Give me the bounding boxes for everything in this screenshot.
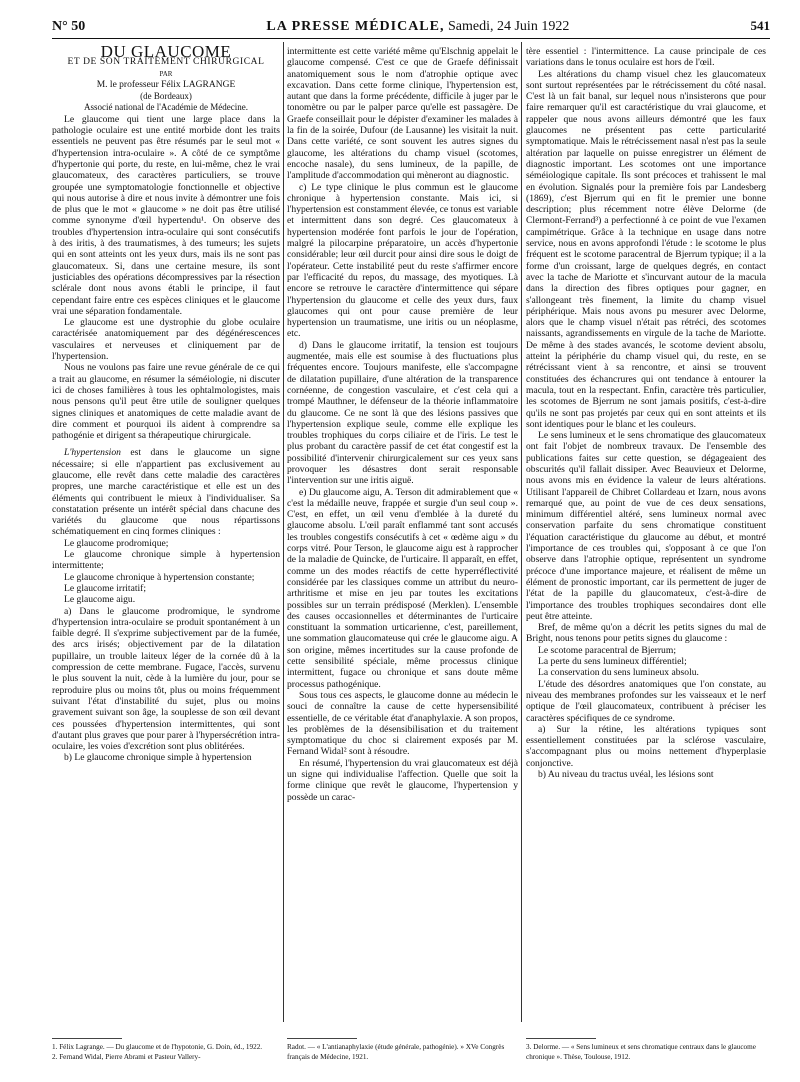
footnote: 3. Delorme. — « Sens lumineux et sens chromatique centraux dans le glaucome chronique ». Thèse, Toulouse, 1912. [526, 1043, 756, 1061]
author-name: M. le professeur Félix LAGRANGE [96, 79, 236, 90]
issue-number: N° 50 [52, 19, 86, 34]
footnotes-col1 [52, 1043, 282, 1062]
list-item: Le glaucome aigu. [64, 594, 136, 606]
author-association: Associé national de l'Académie de Médecine. [83, 102, 249, 113]
list-item: Le glaucome chronique simple à hypertension intermittente; [52, 549, 280, 572]
byline-par: PAR [159, 69, 173, 78]
journal-name: LA PRESSE MÉDICALE, [266, 19, 445, 34]
list-item: Le scotome paracentral de Bjerrum; [538, 644, 676, 656]
footnote: 1. Félix Lagrange. — Du glaucome et de l'hypotonie, G. Doin, éd., 1922. [52, 1043, 263, 1051]
paragraph: a) Dans le glaucome prodromique, le syndrome d'hypertension intra-oculaire se produit spontanément à un faible degré. Il s'exprime subjectivement par de la fumée, des arcs irisés; objectivement par de la dilatation pupillaire, un trouble laiteux léger de la cornée dû à la compression de cette membrane. Fugace, l'accès, survenu le plus souvent la nuit, cède à la lumière du jour, pour se reproduire plus ou moins tôt, plus ou moins fréquemment suivant l'état d'instabilité du sujet, plus ou moins gravement suivant son âge, la souplesse de son œil devant ces poussées d'hypertension intermittentes, qui sont d'autant plus graves que pour parer à l'hypersécrétion intra-oculaire, les voies d'excrétion sont plus oblitérées. [52, 605, 280, 753]
issue-date: Samedi, 24 Juin 1922 [447, 19, 570, 34]
column-1 [52, 42, 281, 764]
paragraph: tère essentiel : l'intermittence. La cause principale de ces variations dans le tonus oculaire est hors de l'œil. [526, 46, 766, 69]
footnote: 2. Fernand Widal, Pierre Abrami et Pasteur Vallery- [52, 1052, 201, 1061]
paragraph: a) Sur la rétine, les altérations typiques sont essentiellement constituées par la sclérose vasculaire, s'accompagnant plus ou moins nettement d'hyperplasie conjonctive. [526, 723, 766, 769]
paragraph: Bref, de même qu'on a décrit les petits signes du mal de Bright, nous tenons pour petits signes du glaucome : [526, 622, 766, 645]
paragraph: L'étude des désordres anatomiques que l'on constate, au niveau des membranes profondes sur les vaisseaux et le nerf optique de l'œil glaucomateux, contribuent à préciser les caractères spécifiques de ce syndrome. [526, 678, 766, 724]
footnotes-col2 [287, 1043, 517, 1062]
section-lead: L'hypertension [64, 447, 121, 459]
paragraph: En résumé, l'hypertension du vrai glaucomateux est déjà un signe qui individualise l'affection. Quelle que soit la forme clinique que revêt le glaucome, l'hypertension y possède un carac- [287, 757, 518, 803]
column-3 [526, 46, 766, 780]
column-divider [283, 42, 284, 1022]
paragraph: Sous tous ces aspects, le glaucome donne au médecin le souci de connaître la cause de cette hypersensibilité essentielle, de ce véritable état d'anaphylaxie. A son propos, les problèmes de la désensibilisation et du traitement symptomatique du choc si clairement exposés par M. Fernand Widal² sont à résoudre. [287, 689, 518, 758]
article-subtitle: ET DE SON TRAITEMENT CHIRURGICAL [67, 57, 265, 68]
footnote-rule [52, 1038, 122, 1039]
author-affiliation: (de Bordeaux) [140, 91, 192, 102]
running-header [52, 18, 770, 38]
list-item: Le glaucome chronique à hypertension constante; [64, 571, 255, 583]
paragraph: intermittente est cette variété même qu'Elschnig appelait le glaucome compensé. C'est ce que de Graefe définissait anatomiquement sous le nom d'atrophie optique avec excavation. Dans cette forme clinique, l'hypertension est, autant que dans la forme précédente, difficile à juger par le tonomètre ou par le palper parce qu'elle est passagère. De Graefe conseillait pour le dépister d'examiner les malades à la fin de la soirée, Dufour (de Lausanne) les visitait la nuit. Dans cette variété, ce sont souvent les autres signes du glaucome, les altérations du champ visuel (scotomes, encoche nasale), du sens lumineux, de la papille, de l'amplitude d'accommodation qui mèneront au diagnostic. [287, 46, 518, 182]
paragraph: b) Le glaucome chronique simple à hypertension [64, 752, 252, 764]
paragraph: Nous ne voulons pas faire une revue générale de ce qui a trait au glaucome, en résumer la séméiologie, ni discuter ici de choses familières à tous les ophtalmologistes, mais nous pensons qu'il peut être utile de souligner quelques signes cliniques et anatomiques de cette maladie avant de dire comment et pourquoi ils aident à comprendre sa pathogénie et dirigent sa thérapeutique chirurgicale. [52, 362, 280, 442]
header-center [266, 19, 569, 35]
footnote: Radot. — « L'antianaphylaxie (étude générale, pathogénie). » XVe Congrès français de Médecine, 1921. [287, 1043, 505, 1061]
paragraph: Le glaucome est une dystrophie du globe oculaire caractérisée anatomiquement par des dégénérescences vasculaires et nerveuses et cliniquement par de l'hypertension. [52, 317, 280, 363]
list-item: Le glaucome prodromique; [64, 537, 169, 549]
paragraph-text: est dans le glaucome un signe nécessaire; si elle n'appartient pas exclusivement au glaucome, elle revêt dans cette maladie des caractères propres, une marche caractéristique et elle est un des éléments qui contribuent le mieux à l'individualiser. Sa constatation présente un intérêt spécial dans chacune des variétés du glaucome que nous répartissons schématiquement en cinq formes cliniques : [52, 447, 281, 538]
column-divider [521, 42, 522, 1022]
page-number: 541 [750, 18, 770, 33]
paragraph: Les altérations du champ visuel chez les glaucomateux sont surtout représentées par le rétrécissement du côté nasal. C'est là un fait banal, sur lequel nous n'insisterons que pour faire remarquer qu'il est caractéristique du vrai glaucome, et rappeler que nous avons ailleurs démontré que les faux glaucomes ne présentent pas cette particularité symptomatique. Mais le rétrécissement nasal n'est pas la seule altération par laquelle on puisse enregistrer un élément de diagnostic important. Les scotomes ont une importance séméiologique capitale. Ils sont précoces et trahissent le mal en évolution. Signalés pour la première fois par Landesberg (1869), c'est Bjerrum qui en fit le premier une bonne description; plus récemment notre élève Delorme (de Clermont-Ferrand³) a perfectionné à ce point de vue l'examen campimétrique. Grâce à la technique en usage dans notre service, nous en avons approfondi l'étude : le scotome le plus fréquent est le scotome paracentral de Bjerrum typique; il a la forme d'un croissant, large de quelques degrés, en contact avec la tache de Mariotte et s'incurvant autour de la macula dans la direction des fibres optiques pour gagner, en s'allongeant très finement, la limite du champ visuel périphérique. Mais nous avons pu mesurer avec Delorme, alors que le champ visuel n'était pas rétréci, des scotomes naissants, agrandissements en virgule de la tache de Mariotte. De même à des stades avancés, le scotome devient absolu, atteint la périphérie du champ visuel qui, du reste, en se rétrécissant vient à sa rencontre, et ainsi se trouvent constituées des échancrures qui ont tendance à entourer la macula, tout en la respectant. Enfin, caractère très particulier, les scotomes de Bjerrum ne sont jamais positifs, c'est-à-dire qu'ils ne sont pas projetés par ceux qui en sont atteints et ils sont identiques pour le blanc et les couleurs. [526, 68, 766, 430]
article-title: DU GLAUCOME [100, 42, 232, 61]
list-item: Le glaucome irritatif; [64, 582, 147, 594]
paragraph: Le glaucome qui tient une large place dans la pathologie oculaire est une entité morbide dont les traits essentiels ne peuvent pas être résumés par le seul mot « d'hypertension intra-oculaire ». A côté de ce symptôme d'hypertonie qui porte, du reste, en lui-même, chez le vrai glaucomateux, des caractères particuliers, se trouve groupée une symptomatologie fonctionnelle et objective qui nous autorise à dire et nous invite à démontrer une fois de plus que le mot « glaucome » ne doit pas être utilisé comme synonyme d'œil hypertendu¹. On observe des troubles d'hypertension intra-oculaire qui sont consécutifs à des iritis, à des traumatismes, à des tumeurs; les sujets qui en sont atteints ont les yeux durs, mais ils ne sont pas glaucomateux. Si, dans une certaine mesure, ils sont justiciables des opérations décompressives par la résection sclérale dont nous avons établi le principe, il faut cependant faire entre ces espèces cliniques et le glaucome vrai une séparation fondamentale. [52, 113, 280, 317]
paragraph [52, 447, 280, 537]
paragraph: d) Dans le glaucome irritatif, la tension est toujours augmentée, mais elle est soumise à des fluctuations plus fréquentes encore. Toujours manifeste, elle s'accompagne de dilatation pupillaire, d'une altération de la transparence cornéenne, de congestion vasculaire, et c'est cela qui a trompé Mauthner, le défenseur de la théorie inflammatoire du glaucome. Ce ne sont là que des lésions passives que l'hypertension explique seule, comme elle explique les troubles trophiques du corps ciliaire et de l'iris. Le test le plus probant du caractère passif de cet état congestif est la possibilité d'intervenir chirurgicalement sur ces yeux sans provoquer les désastres dont serait responsable l'intervention sur une iritis aiguë. [287, 339, 518, 487]
paragraph: b) Au niveau du tractus uvéal, les lésions sont [538, 769, 714, 780]
list-item: La perte du sens lumineux différentiel; [538, 656, 687, 668]
paragraph: c) Le type clinique le plus commun est le glaucome chronique à hypertension constante. Mais ici, si l'hypertension est constamment élevée, ce tonus est variable et intermittent dans son degré. Ces glaucomateux à hypertension modérée font parfois le jour de l'opération, malgré la pilocarpine préparatoire, un accès d'hypertonie considérable; leur œil durcit pour ainsi dire sous le doigt de l'opérateur. Cette instabilité peut du reste s'affirmer encore par l'efficacité du repos, du massage, des myotiques. Là encore se retrouve le caractère d'intermittence qui sépare l'hypertension du glaucome et celle des yeux durs, faux glaucomes qui ont pour cause première de leur hypertension un traumatisme, une iritis ou un néoplasme, etc. [287, 181, 518, 340]
paragraph: e) Du glaucome aigu, A. Terson dit admirablement que « c'est la médaille neuve, frappée et surgie d'un seul coup ». C'est, en effet, un œil venu d'emblée à la dureté du glaucome absolu. L'œil paraît enflammé tant sont accusés les troubles congestifs consécutifs à cet « œdème aigu » du corps vitré. Pour Terson, le glaucome aigu est à rapprocher de la maladie de Quincke, de l'urticaire. Il apparaît, en effet, comme un des modes réactifs de cette hyperréflectivité considérée par les classiques comme un attribut du neuro-arthritisme et mise en jeu par toutes les excitations possibles sur un terrain prédisposé (Merklen). L'ensemble des causes occasionnelles et déterminantes de l'urticaire constituant la sommation urticarienne, c'est, pareillement, une sommation glaucomateuse qui crée le glaucome aigu. A son origine, mêmes incertitudes sur la cause profonde de cette sensibilité spéciale, même processus clinique intermittent, fugace ou chronique et sans doute même processus pathogénique. [287, 486, 518, 690]
paragraph: Le sens lumineux et le sens chromatique des glaucomateux ont fait l'objet de nombreux travaux. De l'ensemble des publications faites sur cette question, se dégageaient des obscurités qu'il fallait dissiper. Avec Beauvieux et Delorme, nous avons mis en évidence la valeur de leurs altérations. Utilisant l'appareil de Chibret Collardeau et Izarn, nous avons remarqué que, au point de vue de ces deux sensations, minimum différentiel altéré, sens lumineux normal avec conservation parfaite du sens chromatique constituent l'équation caractéristique du glaucome au début, et montré l'importance de ces troubles qui, s'opposant à ce que l'on observe dans l'atrophie optique, représentent un syndrome précoce d'une importance majeure, et réalisent de même un élément de pronostic important, car ils permettent de juger de l'état de la papille du glaucomateux, c'est-à-dire de l'importance des troubles trophiques secondaires dont elle peut être atteinte. [526, 430, 766, 622]
list-item: La conservation du sens lumineux absolu. [538, 667, 699, 679]
footnote-rule [287, 1038, 357, 1039]
footnotes-col3 [526, 1043, 766, 1062]
column-2 [287, 46, 518, 803]
footnote-rule [526, 1038, 596, 1039]
header-rule [52, 38, 770, 39]
